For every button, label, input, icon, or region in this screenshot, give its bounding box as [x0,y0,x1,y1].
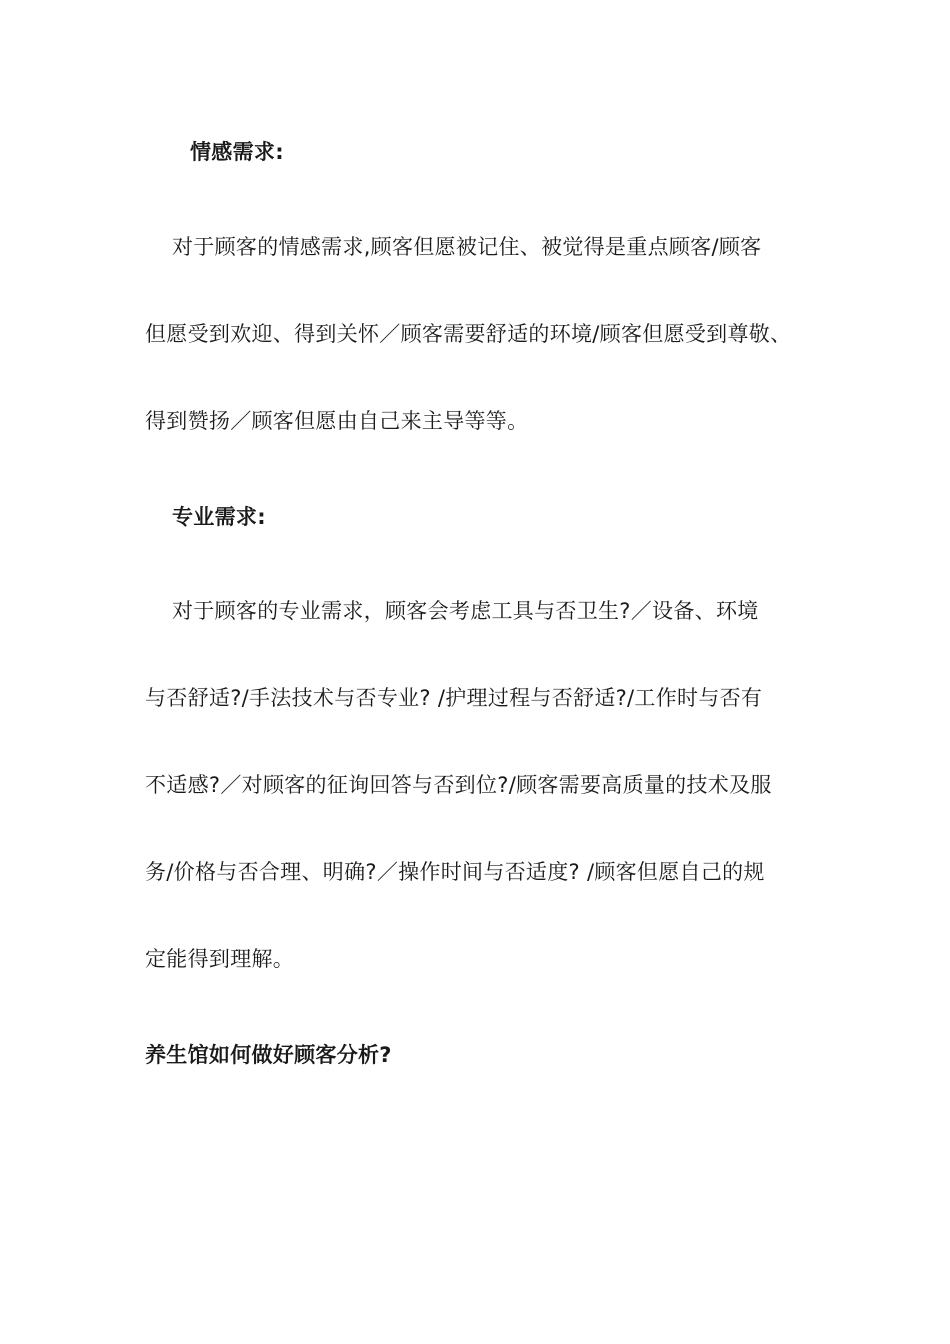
professional-needs-line-1: 对于顾客的专业需求，顾客会考虑工具与否卫生?／设备、环境 [172,599,759,623]
professional-needs-heading: 专业需求: [172,505,266,529]
emotional-needs-line-3: 得到赞扬／顾客但愿由自己来主导等等。 [145,409,529,433]
professional-needs-line-5: 定能得到理解。 [145,947,295,971]
professional-needs-line-4: 务/价格与否合理、明确?／操作时间与否适度? /顾客但愿自己的规 [145,860,765,884]
emotional-needs-line-1: 对于顾客的情感需求,顾客但愿被记住、被觉得是重点顾客/顾客 [172,235,762,259]
professional-needs-line-3: 不适感?／对顾客的征询回答与否到位?/顾客需要高质量的技术及服 [145,773,772,797]
professional-needs-line-2: 与否舒适?/手法技术与否专业? /护理过程与否舒适?/工作时与否有 [145,686,763,710]
emotional-needs-heading: 情感需求: [190,140,284,164]
emotional-needs-line-2: 但愿受到欢迎、得到关怀／顾客需要舒适的环境/顾客但愿受到尊敬、 [145,322,792,346]
customer-analysis-heading: 养生馆如何做好顾客分析? [145,1043,392,1067]
